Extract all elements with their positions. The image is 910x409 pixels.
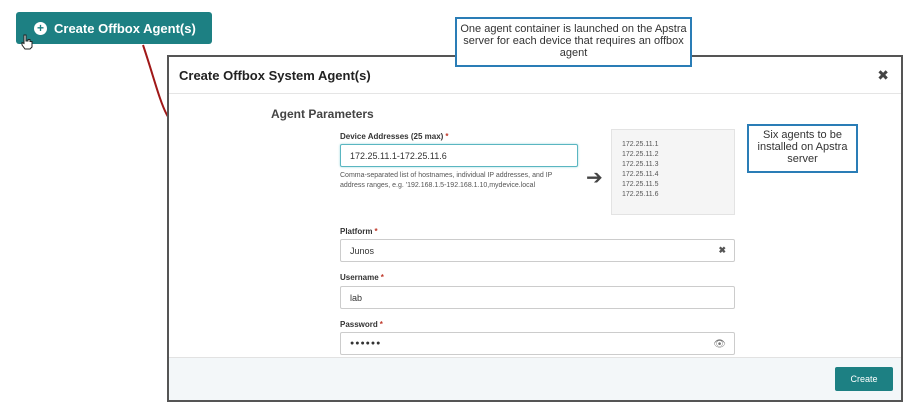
- create-offbox-agent-modal: [167, 55, 903, 402]
- list-item: 172.25.11.4: [622, 171, 659, 178]
- list-item: 172.25.11.6: [622, 191, 659, 198]
- device-addresses-help: Comma-separated list of hostnames, individual IP addresses, and IP address ranges, e.g. '192.168.1.5-192.168.1.10,mydevice.local: [340, 172, 553, 189]
- plus-circle-icon: +: [34, 22, 47, 35]
- device-addresses-label: Device Addresses (25 max) *: [340, 132, 449, 141]
- list-item: 172.25.11.5: [622, 181, 659, 188]
- platform-label: Platform *: [340, 227, 378, 236]
- password-label: Password *: [340, 320, 383, 329]
- callout-six-agents: Six agents to be installed on Apstra server: [747, 124, 858, 173]
- username-label: Username *: [340, 273, 384, 282]
- modal-footer: [169, 357, 901, 400]
- arrow-right-icon: ➔: [586, 167, 603, 189]
- list-item: 172.25.11.2: [622, 151, 659, 158]
- platform-select[interactable]: Junos ✖: [340, 239, 735, 262]
- eye-icon[interactable]: 👁: [713, 339, 726, 350]
- close-icon[interactable]: ✖: [877, 67, 889, 83]
- password-input[interactable]: ●●●●●● 👁: [340, 332, 735, 355]
- list-item: 172.25.11.3: [622, 161, 659, 168]
- list-item: 172.25.11.1: [622, 141, 659, 148]
- device-addresses-input[interactable]: 172.25.11.1-172.25.11.6: [340, 144, 578, 167]
- section-title: Agent Parameters: [271, 107, 374, 121]
- username-input[interactable]: lab: [340, 286, 735, 309]
- callout-agent-container: One agent container is launched on the Apstra server for each device that requires an offbox agent: [455, 17, 692, 67]
- create-button[interactable]: Create: [835, 367, 893, 391]
- clear-icon[interactable]: ✖: [718, 245, 726, 255]
- create-offbox-agents-label: Create Offbox Agent(s): [54, 20, 196, 36]
- modal-title: Create Offbox System Agent(s): [179, 67, 371, 83]
- device-preview-list: [611, 129, 735, 215]
